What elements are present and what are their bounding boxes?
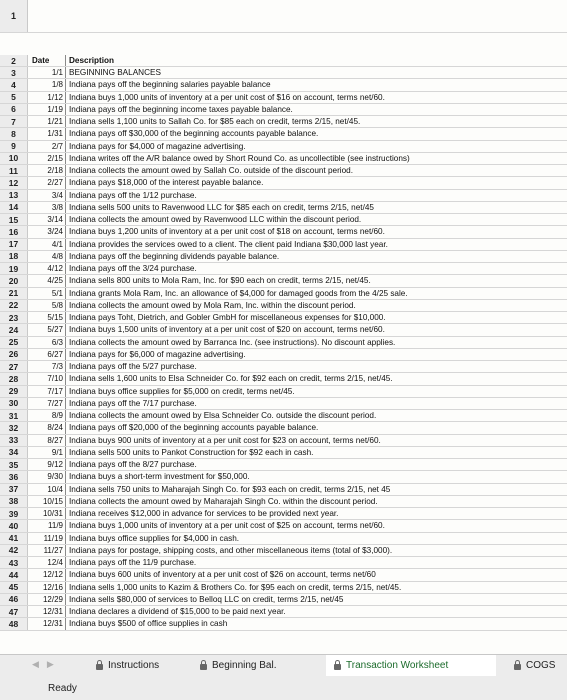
description-cell[interactable]: Indiana buys $500 of office supplies in cash <box>69 619 228 629</box>
date-cell[interactable]: 8/27 <box>28 435 66 446</box>
description-cell[interactable]: Indiana pays off $20,000 of the beginning accounts payable balance. <box>69 423 319 433</box>
lock-icon <box>514 664 521 670</box>
row-header[interactable]: 40 <box>0 520 28 531</box>
description-cell[interactable]: Indiana writes off the A/R balance owed by Short Round Co. as uncollectible (see instructions) <box>69 153 410 163</box>
row-header[interactable]: 14 <box>0 202 28 213</box>
row-header[interactable]: 19 <box>0 263 28 274</box>
table-row <box>0 422 567 434</box>
row-header[interactable]: 39 <box>0 508 28 519</box>
tab-label: Transaction Worksheet <box>346 660 449 671</box>
table-row <box>0 324 567 336</box>
date-cell[interactable]: 9/1 <box>28 447 66 458</box>
table-row <box>0 569 567 581</box>
date-cell[interactable]: 10/4 <box>28 484 66 495</box>
header-row <box>0 55 567 67</box>
date-cell[interactable]: 5/15 <box>28 312 66 323</box>
date-cell[interactable]: 1/1 <box>28 67 66 78</box>
date-cell[interactable]: 2/15 <box>28 153 66 164</box>
date-cell[interactable]: 6/27 <box>28 349 66 360</box>
row-header[interactable]: 11 <box>0 165 28 176</box>
description-cell[interactable]: Indiana sells 1,100 units to Sallah Co. for $85 each on credit, terms 2/15, net/45. <box>69 117 361 126</box>
date-cell[interactable]: 9/30 <box>28 471 66 482</box>
table-row <box>0 606 567 618</box>
row-header[interactable]: 25 <box>0 337 28 348</box>
description-cell[interactable]: Indiana buys 1,200 units of inventory at a per unit cost of $18 on account, terms net/60. <box>69 227 385 237</box>
description-cell[interactable]: Indiana pays off the 5/27 purchase. <box>69 362 197 371</box>
table-row <box>0 435 567 447</box>
table-row <box>0 337 567 349</box>
row-header[interactable]: 34 <box>0 447 28 458</box>
status-bar <box>0 676 567 700</box>
row-header[interactable]: 2 <box>0 55 28 66</box>
description-cell[interactable]: Indiana pays off the 8/27 purchase. <box>69 460 197 469</box>
date-cell[interactable]: 1/8 <box>28 79 66 90</box>
table-row <box>0 226 567 238</box>
description-cell[interactable]: Indiana buys 1,000 units of inventory at a per unit cost of $16 on account, terms net/60. <box>69 92 385 102</box>
description-cell[interactable]: Indiana buys 1,500 units of inventory at a per unit cost of $20 on account, terms net/60. <box>69 325 385 335</box>
row-header[interactable]: 45 <box>0 582 28 593</box>
description-cell[interactable]: Indiana buys 900 units of inventory at a per unit cost for $23 on account, terms net/60. <box>69 435 381 445</box>
description-cell[interactable]: Indiana sells 750 units to Maharajah Singh Co. for $93 each on credit, terms 2/15, net 45 <box>69 484 391 494</box>
description-cell[interactable]: Indiana pays Toht, Dietrich, and Gobler GmbH for miscellaneous expenses for $10,000. <box>69 313 386 322</box>
description-cell[interactable]: Indiana buys office supplies for $5,000 on credit, terms net/45. <box>69 386 295 396</box>
lock-icon <box>334 664 341 670</box>
date-cell[interactable]: 3/8 <box>28 202 66 213</box>
table-row <box>0 288 567 300</box>
row-header[interactable]: 23 <box>0 312 28 323</box>
date-cell[interactable]: 11/27 <box>28 545 66 556</box>
date-cell[interactable]: 8/24 <box>28 422 66 433</box>
tab-beginning-bal[interactable] <box>192 655 285 676</box>
description-cell[interactable]: Indiana buys office supplies for $4,000 in cash. <box>69 533 240 543</box>
table-row <box>0 312 567 324</box>
date-cell[interactable]: 12/12 <box>28 569 66 580</box>
date-cell[interactable]: 12/31 <box>28 618 66 629</box>
description-cell[interactable]: Indiana buys 1,000 units of inventory at a per unit cost of $25 on account, terms net/60. <box>69 521 385 531</box>
table-row <box>0 202 567 214</box>
table-row <box>0 251 567 263</box>
row-header[interactable]: 15 <box>0 214 28 225</box>
date-cell[interactable]: 4/12 <box>28 263 66 274</box>
date-cell[interactable]: 11/9 <box>28 520 66 531</box>
row-header[interactable]: 37 <box>0 484 28 495</box>
row-header[interactable]: 18 <box>0 251 28 262</box>
description-cell[interactable]: Indiana grants Mola Ram, Inc. an allowance of $4,000 for damaged goods from the 4/25 sale. <box>69 288 408 298</box>
row-header[interactable]: 31 <box>0 410 28 421</box>
row-header[interactable]: 10 <box>0 153 28 164</box>
row-header[interactable]: 7 <box>0 116 28 127</box>
description-cell[interactable]: Indiana pays for $4,000 of magazine advertising. <box>69 141 246 151</box>
table-row <box>0 459 567 471</box>
date-cell[interactable]: 5/8 <box>28 300 66 311</box>
table-row <box>0 79 567 91</box>
row-header[interactable]: 29 <box>0 386 28 397</box>
tab-label: Beginning Bal. <box>212 660 277 671</box>
table-row <box>0 128 567 140</box>
description-cell[interactable]: Indiana sells 1,000 units to Kazim & Brothers Co. for $95 each on credit, terms 2/15, net/45. <box>69 582 402 592</box>
description-cell[interactable]: Indiana sells 500 units to Ravenwood LLC for $85 each on credit, terms 2/15, net/45 <box>69 202 374 212</box>
description-cell[interactable]: Indiana collects the amount owed by Elsa Schneider Co. outside the discount period. <box>69 411 377 420</box>
date-cell[interactable]: 4/1 <box>28 239 66 250</box>
description-cell[interactable]: Indiana collects the amount owed by Mola Ram, Inc. within the discount period. <box>69 300 356 310</box>
date-cell[interactable]: 7/3 <box>28 361 66 372</box>
description-cell[interactable]: Indiana pays off $30,000 of the beginning accounts payable balance. <box>69 129 319 139</box>
date-cell[interactable]: 4/8 <box>28 251 66 262</box>
date-cell[interactable]: 2/27 <box>28 177 66 188</box>
date-cell[interactable]: 4/25 <box>28 275 66 286</box>
table-row <box>0 557 567 569</box>
table-row <box>0 447 567 459</box>
row-header[interactable]: 3 <box>0 67 28 78</box>
row-header[interactable]: 44 <box>0 569 28 580</box>
date-cell[interactable]: 12/16 <box>28 582 66 593</box>
date-cell[interactable]: 10/31 <box>28 508 66 519</box>
row-header[interactable]: 13 <box>0 190 28 201</box>
table-row <box>0 177 567 189</box>
date-cell[interactable]: 1/31 <box>28 128 66 139</box>
description-cell[interactable]: Indiana collects the amount owed by Ravenwood LLC within the discount period. <box>69 215 362 224</box>
table-row <box>0 263 567 275</box>
row-header[interactable]: 17 <box>0 239 28 250</box>
description-cell[interactable]: Indiana pays off the 1/12 purchase. <box>69 190 197 200</box>
tab-cogs[interactable] <box>506 655 563 676</box>
description-cell[interactable]: Indiana collects the amount owed by Maharajah Singh Co. within the discount period. <box>69 496 378 506</box>
table-row <box>0 508 567 520</box>
date-cell[interactable]: 12/31 <box>28 606 66 617</box>
table-row <box>0 165 567 177</box>
table-row <box>0 410 567 422</box>
date-cell[interactable]: 2/18 <box>28 165 66 176</box>
description-cell[interactable]: Indiana pays off the beginning salaries payable balance <box>69 80 271 90</box>
description-cell[interactable]: Indiana pays off the 3/24 purchase. <box>69 264 197 273</box>
table-row <box>0 398 567 410</box>
row-header[interactable]: 8 <box>0 128 28 139</box>
row-header[interactable]: 6 <box>0 104 28 115</box>
table-row <box>0 386 567 398</box>
tab-instructions[interactable] <box>88 655 167 676</box>
date-cell[interactable]: 7/17 <box>28 386 66 397</box>
description-cell[interactable]: Indiana declares a dividend of $15,000 to be paid next year. <box>69 607 286 616</box>
date-cell[interactable]: 1/19 <box>28 104 66 115</box>
table-row <box>0 594 567 606</box>
description-cell[interactable]: Indiana pays for $6,000 of magazine advertising. <box>69 349 246 359</box>
row-header[interactable]: 32 <box>0 422 28 433</box>
description-cell[interactable]: Indiana provides the services owed to a client. The client paid Indiana $30,000 last year. <box>69 239 388 249</box>
date-cell[interactable]: 3/24 <box>28 226 66 237</box>
row-header[interactable]: 33 <box>0 435 28 446</box>
row-header[interactable]: 42 <box>0 545 28 556</box>
table-row <box>0 190 567 202</box>
row-header[interactable]: 12 <box>0 177 28 188</box>
date-cell[interactable]: 3/4 <box>28 190 66 201</box>
table-row <box>0 116 567 128</box>
table-row <box>0 496 567 508</box>
date-cell[interactable]: 11/19 <box>28 533 66 544</box>
description-cell[interactable]: Indiana pays off the beginning dividends payable balance. <box>69 251 280 261</box>
description-cell[interactable]: Indiana buys a short-term investment for $50,000. <box>69 472 250 482</box>
date-cell[interactable]: 9/12 <box>28 459 66 470</box>
table-row <box>0 214 567 226</box>
date-cell[interactable]: 10/15 <box>28 496 66 507</box>
date-cell[interactable]: 8/9 <box>28 410 66 421</box>
date-cell[interactable]: 2/7 <box>28 141 66 152</box>
row-header[interactable]: 5 <box>0 92 28 103</box>
table-row <box>0 471 567 483</box>
row-header[interactable]: 48 <box>0 618 28 629</box>
date-cell[interactable]: 7/10 <box>28 373 66 384</box>
tab-label: Instructions <box>108 660 160 671</box>
date-cell[interactable]: 12/4 <box>28 557 66 568</box>
date-cell[interactable]: 12/29 <box>28 594 66 605</box>
table-row <box>0 300 567 312</box>
description-cell[interactable]: Indiana sells 500 units to Pankot Construction for $92 each in cash. <box>69 447 314 457</box>
description-cell[interactable]: Indiana buys 600 units of inventory at a per unit cost of $26 on account, terms net/60 <box>69 570 376 580</box>
row-header[interactable]: 16 <box>0 226 28 237</box>
row-header[interactable]: 41 <box>0 533 28 544</box>
date-cell[interactable]: 1/21 <box>28 116 66 127</box>
date-header-cell[interactable]: Date <box>28 55 66 66</box>
row-header[interactable]: 21 <box>0 288 28 299</box>
table-row <box>0 618 567 630</box>
row-1 <box>0 0 567 33</box>
description-cell[interactable]: Indiana pays for postage, shipping costs, and other miscellaneous items (total of $3,000). <box>69 545 393 555</box>
date-cell[interactable]: 5/27 <box>28 324 66 335</box>
description-cell[interactable]: Indiana sells 800 units to Mola Ram, Inc. for $90 each on credit, terms 2/15, net/45. <box>69 276 371 286</box>
row-header[interactable]: 4 <box>0 79 28 90</box>
description-cell[interactable]: Indiana pays off the beginning income taxes payable balance. <box>69 104 293 114</box>
date-cell[interactable]: 5/1 <box>28 288 66 299</box>
table-row <box>0 545 567 557</box>
table-row <box>0 520 567 532</box>
table-row <box>0 582 567 594</box>
row-header[interactable]: 38 <box>0 496 28 507</box>
sheet-tab-bar <box>0 654 567 677</box>
row-header[interactable]: 46 <box>0 594 28 605</box>
tab-transaction-worksheet[interactable] <box>326 655 496 676</box>
row-header[interactable]: 9 <box>0 141 28 152</box>
table-row <box>0 361 567 373</box>
table-row <box>0 373 567 385</box>
row-header[interactable]: 36 <box>0 471 28 482</box>
description-cell[interactable]: Indiana sells $80,000 of services to Belloq LLC on credit, terms 2/15, net/45 <box>69 594 344 604</box>
lock-icon <box>96 664 103 670</box>
row-header[interactable]: 35 <box>0 459 28 470</box>
date-cell[interactable]: 3/14 <box>28 214 66 225</box>
row-header[interactable]: 28 <box>0 373 28 384</box>
description-cell[interactable]: Indiana receives $12,000 in advance for services to be provided next year. <box>69 509 339 518</box>
table-row <box>0 104 567 116</box>
row-header[interactable]: 47 <box>0 606 28 617</box>
row-header[interactable]: 43 <box>0 557 28 568</box>
description-cell[interactable]: Indiana sells 1,600 units to Elsa Schneider Co. for $92 each on credit, terms 2/15, net/45. <box>69 374 393 384</box>
table-row <box>0 239 567 251</box>
description-header-cell[interactable]: Description <box>69 56 115 65</box>
description-cell[interactable]: Indiana pays $18,000 of the interest payable balance. <box>69 178 264 188</box>
table-row <box>0 153 567 165</box>
row-header[interactable]: 27 <box>0 361 28 372</box>
date-cell[interactable]: 7/27 <box>28 398 66 409</box>
tab-label: COGS <box>526 660 556 671</box>
table-row <box>0 484 567 496</box>
row-header[interactable]: 30 <box>0 398 28 409</box>
table-row <box>0 533 567 545</box>
row-header[interactable]: 26 <box>0 349 28 360</box>
description-cell[interactable]: Indiana collects the amount owed by Sallah Co. outside of the discount period. <box>69 166 354 175</box>
row-header[interactable]: 22 <box>0 300 28 311</box>
table-row <box>0 349 567 361</box>
table-row <box>0 141 567 153</box>
table-row <box>0 275 567 287</box>
table-row <box>0 92 567 104</box>
date-cell[interactable]: 6/3 <box>28 337 66 348</box>
description-cell[interactable]: BEGINNING BALANCES <box>69 68 161 77</box>
date-cell[interactable]: 1/12 <box>28 92 66 103</box>
row-header[interactable]: 24 <box>0 324 28 335</box>
row-header[interactable]: 20 <box>0 275 28 286</box>
description-cell[interactable]: Indiana pays off the 7/17 purchase. <box>69 398 197 408</box>
table-row <box>0 67 567 79</box>
tab-nav-arrows[interactable]: ◀▶ <box>32 659 62 669</box>
description-cell[interactable]: Indiana pays off the 11/9 purchase. <box>69 558 197 567</box>
row-header[interactable]: 1 <box>0 0 28 32</box>
lock-icon <box>200 664 207 670</box>
description-cell[interactable]: Indiana collects the amount owed by Barranca Inc. (see instructions). No discount applies. <box>69 337 396 347</box>
status-text: Ready <box>48 683 77 694</box>
